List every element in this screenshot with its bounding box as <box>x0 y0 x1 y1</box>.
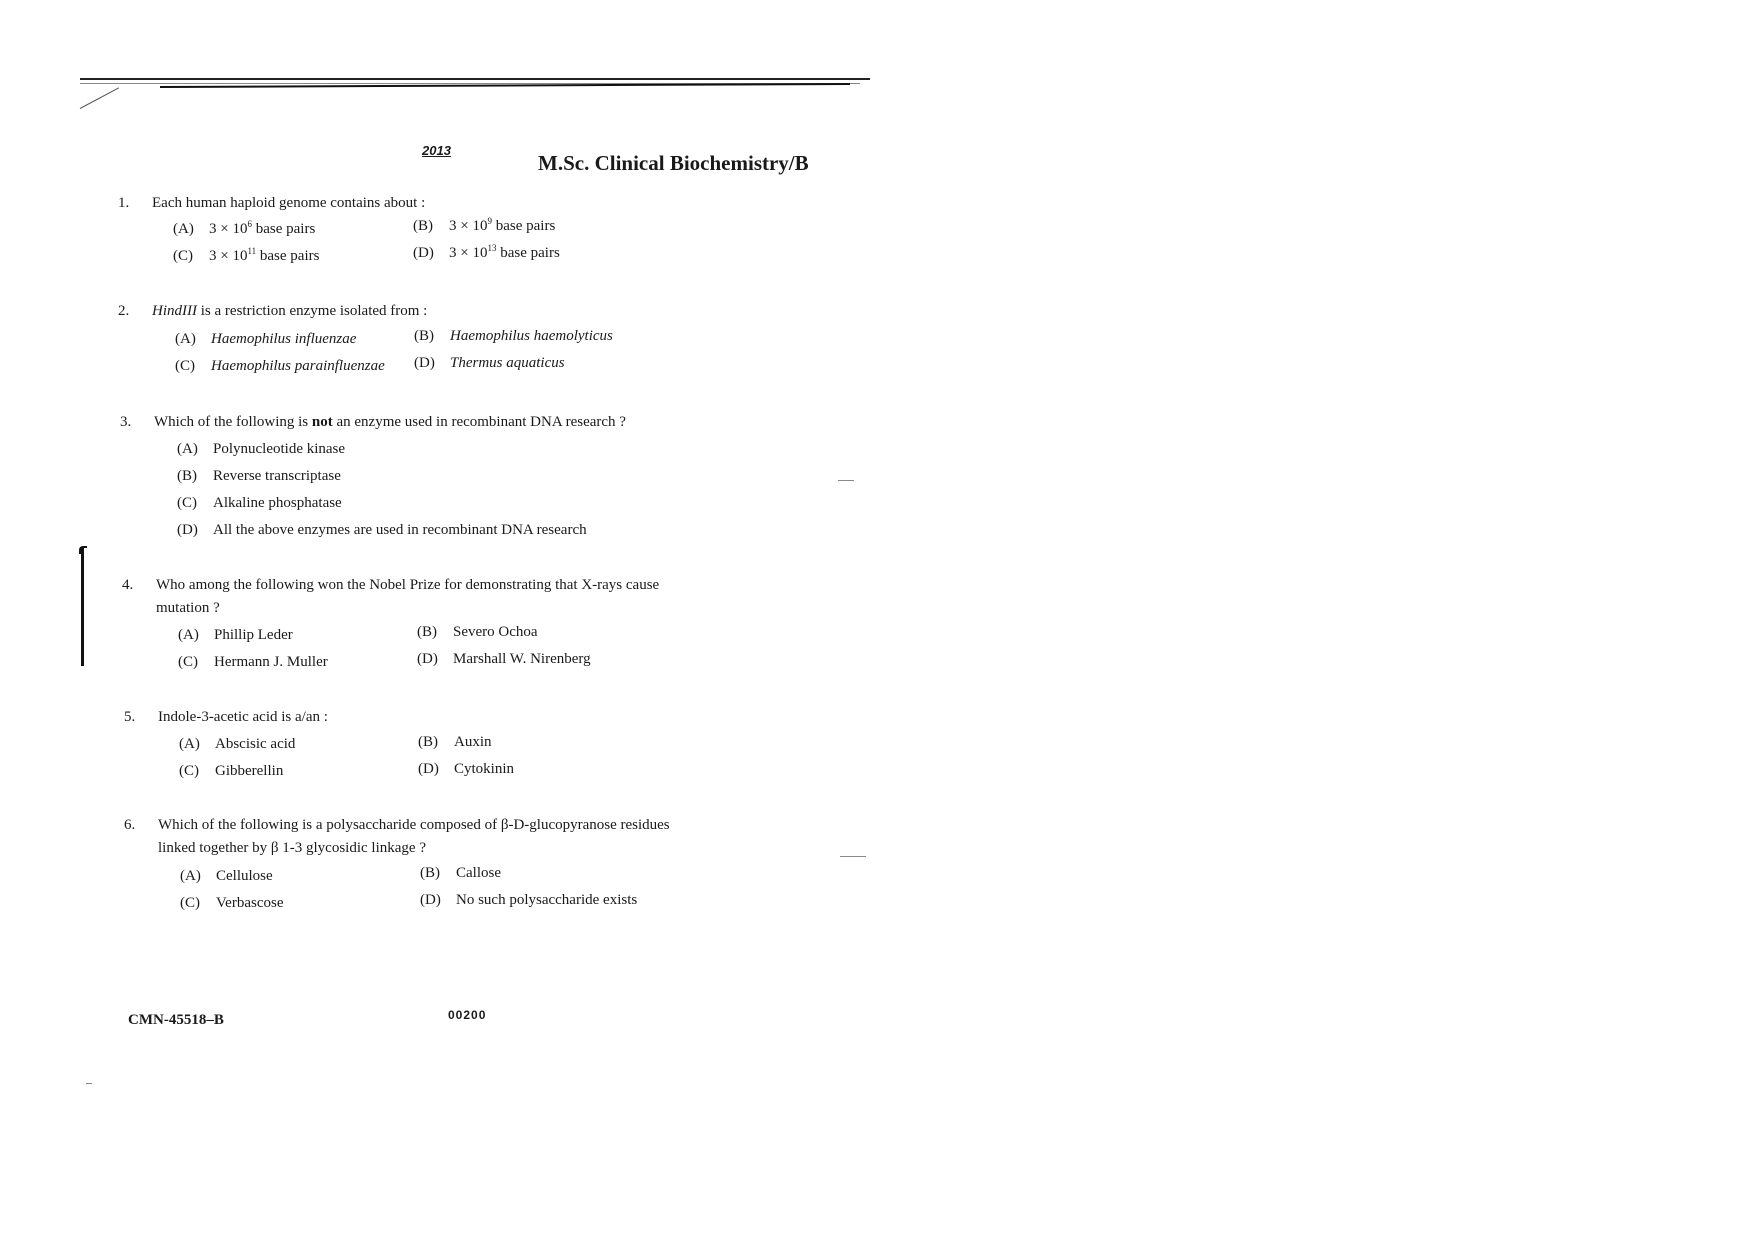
option-c: (C) Haemophilus parainfluenzae <box>175 358 385 374</box>
serial-number: 00200 <box>448 1008 487 1022</box>
exam-year: 2013 <box>422 143 451 158</box>
question-text: Each human haploid genome contains about : <box>152 195 426 211</box>
option-b: (B) Callose <box>420 865 501 881</box>
option-d: (D) Marshall W. Nirenberg <box>417 651 591 667</box>
question-number: 4. <box>122 577 134 593</box>
question-text-continued: linked together by β 1-3 glycosidic linkage ? <box>158 840 426 856</box>
option-d: (D) $3 \times 10^{13}$ base pairs <box>413 243 560 261</box>
question-text: Who among the following won the Nobel Prize for demonstrating that X-rays cause <box>156 577 660 593</box>
option-b: (B) Severo Ochoa <box>417 624 538 640</box>
option-a: (A) Polynucleotide kinase <box>177 441 346 457</box>
option-d: (D) All the above enzymes are used in recombinant DNA research <box>177 522 587 538</box>
option-a: (A) Haemophilus influenzae <box>175 331 357 347</box>
scan-speck <box>838 480 854 481</box>
option-a: (A) Cellulose <box>180 868 273 884</box>
question-number: 1. <box>118 195 130 211</box>
question-number: 5. <box>124 709 136 725</box>
option-c: (C) $3 \times 10^{11}$ base pairs <box>173 246 320 264</box>
option-b: (B) Reverse transcriptase <box>177 468 341 484</box>
option-c: (C) Gibberellin <box>179 763 284 779</box>
question-text: Indole-3-acetic acid is a/an : <box>158 709 328 725</box>
question-number: 2. <box>118 303 130 319</box>
question-text: Which of the following is not an enzyme used in recombinant DNA research ? <box>154 414 626 430</box>
option-b: (B) Auxin <box>418 734 492 750</box>
option-a: (A) Abscisic acid <box>179 736 296 752</box>
option-b: (B) $3 \times 10^9$ base pairs <box>413 216 556 234</box>
question-text: HindIII is a restriction enzyme isolated from : <box>152 303 428 319</box>
option-d: (D) Thermus aquaticus <box>414 355 565 371</box>
margin-mark <box>80 87 119 109</box>
scan-speck <box>840 856 866 857</box>
scan-speck <box>86 1083 92 1084</box>
margin-bracket <box>81 548 84 666</box>
question-text-continued: mutation ? <box>156 600 220 616</box>
header-rule <box>80 78 870 80</box>
question-number: 3. <box>120 414 132 430</box>
option-b: (B) Haemophilus haemolyticus <box>414 328 613 344</box>
question-text: Which of the following is a polysaccharide composed of β-D-glucopyranose residues <box>158 817 670 833</box>
paper-title: M.Sc. Clinical Biochemistry/B <box>538 151 809 175</box>
option-c: (C) Alkaline phosphatase <box>177 495 342 511</box>
paper-code: CMN-45518–B <box>128 1012 224 1028</box>
option-a: (A) $3 \times 10^6$ base pairs <box>173 219 316 237</box>
option-c: (C) Hermann J. Muller <box>178 654 328 670</box>
option-c: (C) Verbascose <box>180 895 284 911</box>
question-number: 6. <box>124 817 136 833</box>
option-d: (D) Cytokinin <box>418 761 515 777</box>
option-a: (A) Phillip Leder <box>178 627 293 643</box>
option-d: (D) No such polysaccharide exists <box>420 892 638 908</box>
